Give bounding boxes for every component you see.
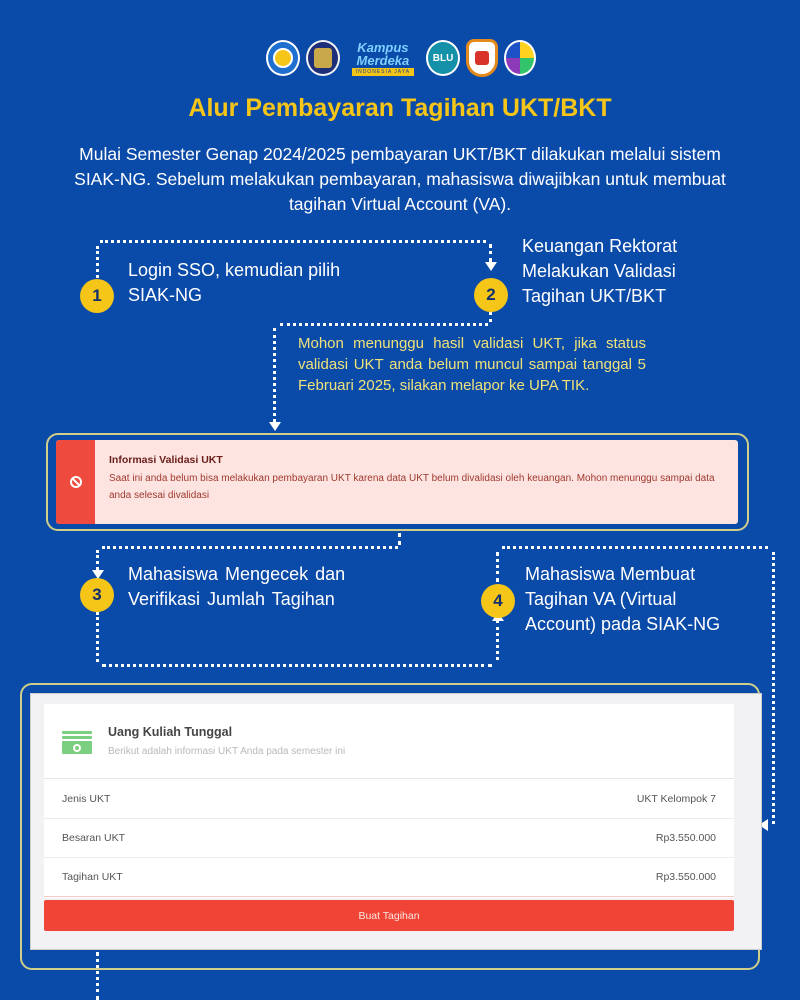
table-row xyxy=(44,819,734,858)
flow-line xyxy=(100,240,486,243)
row-label: Tagihan UKT xyxy=(62,871,123,883)
flow-line xyxy=(102,546,398,549)
flow-line xyxy=(496,552,499,582)
row-label: Besaran UKT xyxy=(62,832,126,844)
blu-label: BLU xyxy=(432,52,454,64)
step-2-badge: 2 xyxy=(474,278,508,312)
arrow-down-icon xyxy=(269,422,281,431)
money-icon xyxy=(62,731,92,753)
flow-line xyxy=(96,246,99,278)
table-row xyxy=(44,780,734,819)
flow-line xyxy=(489,244,492,262)
flow-line xyxy=(772,552,775,824)
intro-text: Mulai Semester Genap 2024/2025 pembayaran UKT/BKT dilakukan melalui sistem SIAK-NG. Sebelum melakukan pembayaran, mahasiswa diwajibkan untuk membuat tagihan Virtual Account (VA). xyxy=(74,144,726,214)
step-2-text: Keuangan Rektorat Melakukan Validasi Tagihan UKT/BKT xyxy=(522,236,678,306)
step-4-text: Mahasiswa Membuat Tagihan VA (Virtual Account) pada SIAK-NG xyxy=(525,564,721,634)
kampus-label: Kampus xyxy=(357,39,409,55)
flow-line xyxy=(496,620,499,660)
row-value: UKT Kelompok 7 xyxy=(636,793,716,805)
step-3-text: Mahasiswa Mengecek dan Verifikasi Jumlah Tagihan xyxy=(128,564,346,609)
row-value: Rp3.550.000 xyxy=(655,871,716,883)
tagline-label: INDONESIA JAYA xyxy=(352,68,414,76)
flow-line xyxy=(102,664,492,667)
buat-tagihan-button[interactable]: Buat Tagihan xyxy=(44,900,734,931)
alert-body xyxy=(95,440,719,524)
partner-logos xyxy=(266,36,536,80)
flow-line xyxy=(96,952,99,1000)
page-title: Alur Pembayaran Tagihan UKT/BKT xyxy=(188,94,612,122)
row-label: Jenis UKT xyxy=(62,793,111,805)
kampus-merdeka-logo-icon xyxy=(346,38,421,78)
step-3-badge: 3 xyxy=(80,578,114,612)
ban-icon xyxy=(70,476,82,488)
step-4-badge: 4 xyxy=(481,584,515,618)
ukt-card xyxy=(44,704,734,898)
alert-message: Saat ini anda belum bisa melakukan pembayaran UKT karena data UKT belum divalidasi oleh keuangan. Mohon menunggu sampai data anda selesai divalidasi xyxy=(109,473,715,501)
ukt-card-title: Uang Kuliah Tunggal xyxy=(108,725,233,739)
merdeka-label: Merdeka xyxy=(356,52,410,68)
flow-line xyxy=(398,533,401,545)
flow-line xyxy=(96,550,99,570)
flow-line xyxy=(502,546,768,549)
blu-logo-icon xyxy=(426,40,460,76)
flow-line xyxy=(96,612,99,662)
alert-title: Informasi Validasi UKT xyxy=(109,454,223,466)
step-1-badge: 1 xyxy=(80,279,114,313)
kemdikbud-logo-icon xyxy=(266,40,300,76)
ukt-card-header xyxy=(44,704,734,779)
shield-logo-icon xyxy=(466,39,498,77)
validation-note: Mohon menunggu hasil validasi UKT, jika status validasi UKT anda belum muncul sampai tanggal 5 Februari 2025, silakan melapor ke UPA TIK. xyxy=(298,335,646,394)
flow-line xyxy=(273,328,276,422)
drop-logo-icon xyxy=(504,40,536,76)
row-value: Rp3.550.000 xyxy=(655,832,716,844)
validation-alert xyxy=(56,440,738,524)
flow-line xyxy=(489,312,492,322)
table-row xyxy=(44,858,734,897)
arrow-down-icon xyxy=(485,262,497,271)
university-logo-icon xyxy=(306,40,340,76)
alert-side-bar xyxy=(56,440,95,524)
flow-line xyxy=(280,323,488,326)
step-1-text: Login SSO, kemudian pilih SIAK-NG xyxy=(128,260,341,305)
ukt-card-subtitle: Berikut adalah informasi UKT Anda pada semester ini xyxy=(108,746,346,757)
